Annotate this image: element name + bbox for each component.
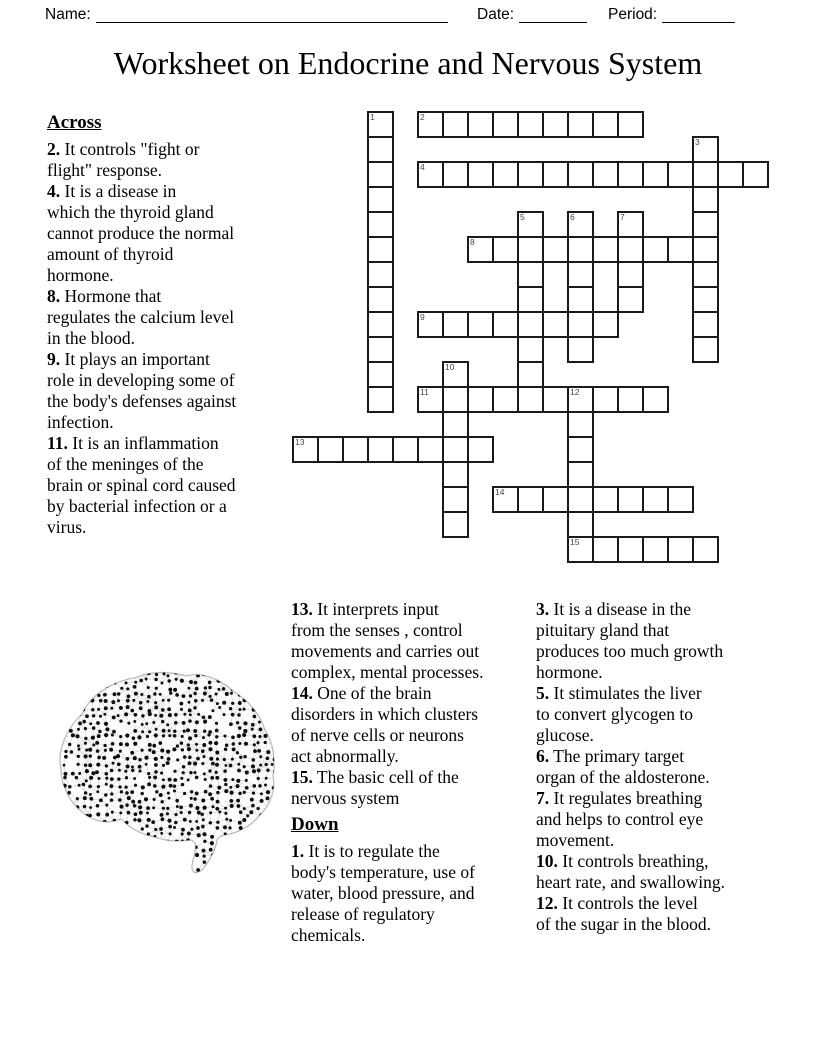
bottom-right-column — [536, 599, 776, 935]
crossword-cell-r8c5[interactable] — [417, 311, 444, 338]
crossword-cell-r11c14[interactable] — [642, 386, 669, 413]
crossword-cell-r11c9[interactable] — [517, 386, 544, 413]
crossword-cell-r0c10[interactable] — [542, 111, 569, 138]
date-label: Date: — [477, 6, 515, 23]
crossword-cell-r9c9[interactable] — [517, 336, 544, 363]
crossword-cell-r12c11[interactable] — [567, 411, 594, 438]
cell-number-13: 13 — [295, 437, 305, 447]
down-clues-mid-list — [291, 841, 535, 946]
period-blank-line[interactable] — [662, 6, 735, 23]
cell-number-8: 8 — [470, 237, 475, 247]
crossword-cell-r1c3[interactable] — [367, 136, 394, 163]
crossword-cell-r2c6[interactable] — [442, 161, 469, 188]
crossword-cell-r10c3[interactable] — [367, 361, 394, 388]
crossword-cell-r2c5[interactable] — [417, 161, 444, 188]
crossword-cell-r9c3[interactable] — [367, 336, 394, 363]
crossword-cell-r3c3[interactable] — [367, 186, 394, 213]
crossword-cell-r15c12[interactable] — [592, 486, 619, 513]
across-clues-column — [47, 111, 287, 538]
crossword-cell-r12c6[interactable] — [442, 411, 469, 438]
crossword-cell-r5c3[interactable] — [367, 236, 394, 263]
crossword-cell-r5c7[interactable] — [467, 236, 494, 263]
clue-9: 9. It plays an important role in developing some of the body's defenses against infection. — [47, 349, 237, 432]
crossword-cell-r8c6[interactable] — [442, 311, 469, 338]
brain-illustration — [44, 668, 280, 878]
crossword-cell-r0c7[interactable] — [467, 111, 494, 138]
clue-7: 7. It regulates breathing and helps to control eye movement. — [536, 788, 704, 850]
crossword-cell-r5c13[interactable] — [617, 236, 644, 263]
crossword-cell-r6c13[interactable] — [617, 261, 644, 288]
crossword-cell-r8c9[interactable] — [517, 311, 544, 338]
crossword-cell-r4c16[interactable] — [692, 211, 719, 238]
name-blank-line[interactable] — [96, 6, 448, 23]
name-label: Name: — [45, 6, 91, 23]
crossword-cell-r5c12[interactable] — [592, 236, 619, 263]
crossword-cell-r11c5[interactable] — [417, 386, 444, 413]
clue-4: 4. It is a disease in which the thyroid gland cannot produce the normal amount of thyroid hormone. — [47, 181, 235, 285]
clue-1: 1. It is to regulate the body's temperature, use of water, blood pressure, and release of regulatory chemicals. — [291, 841, 475, 945]
crossword-cell-r11c12[interactable] — [592, 386, 619, 413]
cell-number-12: 12 — [570, 387, 580, 397]
crossword-cell-r0c11[interactable] — [567, 111, 594, 138]
crossword-cell-r2c18[interactable] — [742, 161, 769, 188]
crossword-cell-r17c13[interactable] — [617, 536, 644, 563]
cell-number-10: 10 — [445, 362, 455, 372]
crossword-cell-r16c6[interactable] — [442, 511, 469, 538]
across-clues-left-list — [47, 139, 287, 538]
crossword-cell-r15c8[interactable] — [492, 486, 519, 513]
crossword-cell-r4c13[interactable] — [617, 211, 644, 238]
cell-number-5: 5 — [520, 212, 525, 222]
crossword-cell-r0c12[interactable] — [592, 111, 619, 138]
period-label: Period: — [608, 6, 658, 23]
crossword-cell-r2c15[interactable] — [667, 161, 694, 188]
crossword-cell-r8c12[interactable] — [592, 311, 619, 338]
clue-12: 12. It controls the level of the sugar in the blood. — [536, 893, 711, 934]
crossword-cell-r6c3[interactable] — [367, 261, 394, 288]
crossword-cell-r16c11[interactable] — [567, 511, 594, 538]
crossword-cell-r7c16[interactable] — [692, 286, 719, 313]
cell-number-1: 1 — [370, 112, 375, 122]
clue-15: 15. The basic cell of the nervous system — [291, 767, 459, 808]
crossword-cell-r5c14[interactable] — [642, 236, 669, 263]
crossword-cell-r2c14[interactable] — [642, 161, 669, 188]
crossword-cell-r2c13[interactable] — [617, 161, 644, 188]
across-clues-bottom-list — [291, 599, 535, 809]
crossword-cell-r5c8[interactable] — [492, 236, 519, 263]
clue-2: 2. It controls "fight or flight" response. — [47, 139, 200, 180]
crossword-cell-r15c13[interactable] — [617, 486, 644, 513]
crossword-cell-r2c11[interactable] — [567, 161, 594, 188]
crossword-cell-r2c3[interactable] — [367, 161, 394, 188]
crossword-cell-r17c12[interactable] — [592, 536, 619, 563]
crossword-cell-r5c9[interactable] — [517, 236, 544, 263]
crossword-cell-r4c3[interactable] — [367, 211, 394, 238]
crossword-cell-r15c9[interactable] — [517, 486, 544, 513]
crossword-cell-r5c15[interactable] — [667, 236, 694, 263]
clue-3: 3. It is a disease in the pituitary gland that produces too much growth hormone. — [536, 599, 724, 682]
cell-number-14: 14 — [495, 487, 505, 497]
date-field — [477, 6, 587, 23]
crossword-cell-r15c6[interactable] — [442, 486, 469, 513]
cell-number-7: 7 — [620, 212, 625, 222]
crossword-cell-r17c16[interactable] — [692, 536, 719, 563]
across-heading: Across — [47, 112, 102, 133]
bottom-middle-column — [291, 599, 535, 946]
crossword-cell-r2c12[interactable] — [592, 161, 619, 188]
crossword-cell-r5c16[interactable] — [692, 236, 719, 263]
crossword-cell-r3c16[interactable] — [692, 186, 719, 213]
crossword-cell-r11c7[interactable] — [467, 386, 494, 413]
crossword-cell-r2c16[interactable] — [692, 161, 719, 188]
crossword-cell-r9c16[interactable] — [692, 336, 719, 363]
cell-number-9: 9 — [420, 312, 425, 322]
crossword-cell-r11c11[interactable] — [567, 386, 594, 413]
crossword-cell-r15c15[interactable] — [667, 486, 694, 513]
crossword-cell-r2c17[interactable] — [717, 161, 744, 188]
crossword-cell-r8c3[interactable] — [367, 311, 394, 338]
crossword-cell-r15c14[interactable] — [642, 486, 669, 513]
crossword-cell-r2c8[interactable] — [492, 161, 519, 188]
crossword-cell-r10c9[interactable] — [517, 361, 544, 388]
crossword-cell-r13c6[interactable] — [442, 436, 469, 463]
clue-10: 10. It controls breathing, heart rate, and swallowing. — [536, 851, 726, 892]
crossword-cell-r2c9[interactable] — [517, 161, 544, 188]
crossword-cell-r13c7[interactable] — [467, 436, 494, 463]
clue-5: 5. It stimulates the liver to convert glycogen to glucose. — [536, 683, 702, 745]
clue-11: 11. It is an inflammation of the meninges of the brain or spinal cord caused by bacterial infection or a virus. — [47, 433, 236, 537]
cell-number-15: 15 — [570, 537, 580, 547]
period-field — [608, 6, 735, 23]
crossword-cell-r9c11[interactable] — [567, 336, 594, 363]
cell-number-4: 4 — [420, 162, 425, 172]
crossword-cell-r13c5[interactable] — [417, 436, 444, 463]
crossword-cell-r14c6[interactable] — [442, 461, 469, 488]
crossword-cell-r11c13[interactable] — [617, 386, 644, 413]
crossword-cell-r13c2[interactable] — [342, 436, 369, 463]
cell-number-6: 6 — [570, 212, 575, 222]
name-field — [45, 6, 448, 23]
crossword-cell-r8c11[interactable] — [567, 311, 594, 338]
page-title: Worksheet on Endocrine and Nervous System — [113, 45, 703, 81]
crossword-cell-r0c8[interactable] — [492, 111, 519, 138]
crossword-cell-r7c3[interactable] — [367, 286, 394, 313]
crossword-cell-r2c7[interactable] — [467, 161, 494, 188]
crossword-cell-r5c10[interactable] — [542, 236, 569, 263]
cell-number-3: 3 — [695, 137, 700, 147]
clue-14: 14. One of the brain disorders in which clusters of nerve cells or neurons act abnormally. — [291, 683, 479, 766]
crossword-cell-r17c15[interactable] — [667, 536, 694, 563]
crossword-cell-r11c8[interactable] — [492, 386, 519, 413]
crossword-cell-r0c3[interactable] — [367, 111, 394, 138]
crossword-cell-r13c0[interactable] — [292, 436, 319, 463]
crossword-cell-r15c10[interactable] — [542, 486, 569, 513]
cell-number-2: 2 — [420, 112, 425, 122]
crossword-cell-r0c9[interactable] — [517, 111, 544, 138]
crossword-cell-r0c6[interactable] — [442, 111, 469, 138]
crossword-cell-r6c16[interactable] — [692, 261, 719, 288]
crossword-cell-r10c6[interactable] — [442, 361, 469, 388]
crossword-cell-r7c11[interactable] — [567, 286, 594, 313]
crossword-cell-r4c11[interactable] — [567, 211, 594, 238]
date-blank-line[interactable] — [519, 6, 587, 23]
crossword-cell-r8c8[interactable] — [492, 311, 519, 338]
crossword-cell-r7c9[interactable] — [517, 286, 544, 313]
crossword-cell-r15c11[interactable] — [567, 486, 594, 513]
crossword-cell-r7c13[interactable] — [617, 286, 644, 313]
crossword-grid — [292, 111, 769, 563]
crossword-cell-r6c11[interactable] — [567, 261, 594, 288]
clue-6: 6. The primary target organ of the aldosterone. — [536, 746, 710, 787]
crossword-cell-r14c11[interactable] — [567, 461, 594, 488]
crossword-cell-r13c4[interactable] — [392, 436, 419, 463]
clue-13: 13. It interprets input from the senses , control movements and carries out complex, mental processes. — [291, 599, 484, 682]
down-clues-right-list — [536, 599, 776, 935]
crossword-cell-r0c5[interactable] — [417, 111, 444, 138]
crossword-cell-r11c3[interactable] — [367, 386, 394, 413]
crossword-cell-r8c10[interactable] — [542, 311, 569, 338]
crossword-cell-r8c7[interactable] — [467, 311, 494, 338]
crossword-cell-r4c9[interactable] — [517, 211, 544, 238]
crossword-cell-r8c16[interactable] — [692, 311, 719, 338]
crossword-cell-r17c14[interactable] — [642, 536, 669, 563]
down-heading: Down — [291, 814, 339, 835]
crossword-cell-r13c1[interactable] — [317, 436, 344, 463]
crossword-cell-r0c13[interactable] — [617, 111, 644, 138]
brain-figure — [44, 668, 280, 883]
crossword-cell-r13c3[interactable] — [367, 436, 394, 463]
crossword-cell-r6c9[interactable] — [517, 261, 544, 288]
crossword-cell-r17c11[interactable] — [567, 536, 594, 563]
crossword-cell-r13c11[interactable] — [567, 436, 594, 463]
clue-8: 8. Hormone that regulates the calcium level in the blood. — [47, 286, 235, 348]
crossword-cell-r11c10[interactable] — [542, 386, 569, 413]
crossword-cell-r1c16[interactable] — [692, 136, 719, 163]
cell-number-11: 11 — [420, 387, 429, 397]
crossword-cell-r11c6[interactable] — [442, 386, 469, 413]
crossword-cell-r5c11[interactable] — [567, 236, 594, 263]
crossword-cell-r2c10[interactable] — [542, 161, 569, 188]
